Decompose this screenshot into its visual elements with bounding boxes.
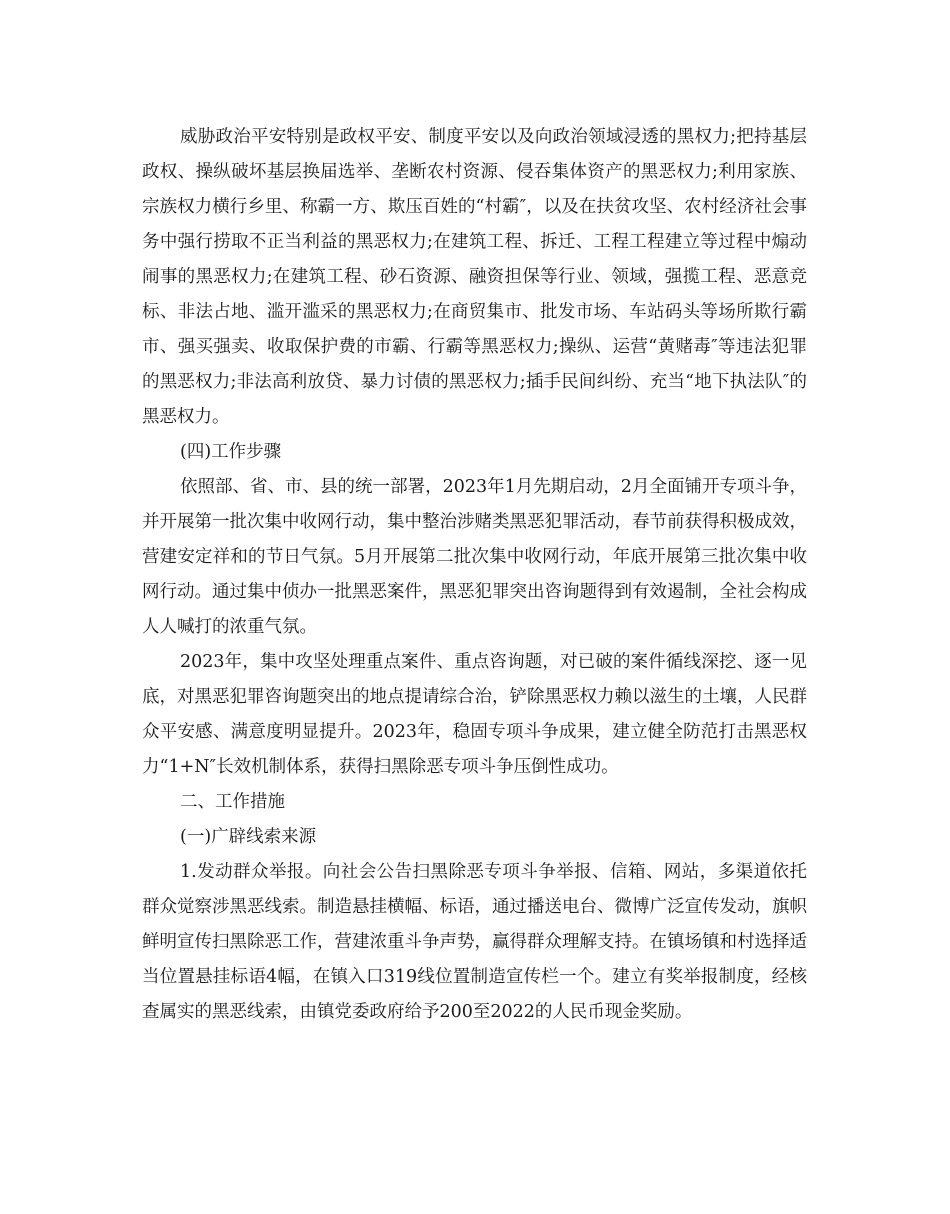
paragraph-deployment: 依照部、省、市、县的统一部署，2023年1月先期启动，2月全面铺开专项斗争，并开展第一批次集中收网行动，集中整治涉赌类黑恶犯罪活动，春节前获得积极成效，营建安定祥和的节日气氛。5月开展第二批次集中收网行动，年底开展第三批次集中收网行动。通过集中侦办一批黑恶案件，黑恶犯罪突出咨询题得到有效遏制，全社会构成人人喊打的浓重气氛。 — [142, 477, 807, 637]
paragraph-2023-goals: 2023年，集中攻坚处理重点案件、重点咨询题，对已破的案件循线深挖、逐一见底，对黑恶犯罪咨询题突出的地点提请综合治，铲除黑恶权力赖以滋生的土壤，人民群众平安感、满意度明显提升。2023年，稳固专项斗争成果，建立健全防范打击黑恶权力“1+N″长效机制体系，获得扫黑除恶专项斗争压倒性成功。 — [142, 652, 807, 777]
subsection-heading-clue-sources: (一)广辟线索来源 — [180, 827, 317, 847]
section-heading-work-steps: (四)工作步骤 — [180, 442, 282, 462]
paragraph-mass-reporting: 1.发动群众举报。向社会公告扫黑除恶专项斗争举报、信箱、网站，多渠道依托群众觉察涉黑恶线索。制造悬挂横幅、标语，通过播送电台、微博广泛宣传发动，旗帜鲜明宣传扫黑除恶工作，营建浓重斗争声势，赢得群众理解支持。在镇场镇和村选择适当位置悬挂标语4幅，在镇入口319线位置制造宣传栏一个。建立有奖举报制度，经核查属实的黑恶线索，由镇党委政府给予200至2022的人民币现金奖励。 — [142, 862, 807, 1022]
section-heading-work-measures: 二、工作措施 — [180, 792, 285, 812]
document-page — [142, 120, 807, 1030]
paragraph-black-forces-list: 威胁政治平安特别是政权平安、制度平安以及向政治领域浸透的黑权力;把持基层政权、操纵破坏基层换届选举、垄断农村资源、侵吞集体资产的黑恶权力;利用家族、宗族权力横行乡里、称霸一方、欺压百姓的“村霸″，以及在扶贫攻坚、农村经济社会事务中强行捞取不正当利益的黑恶权力;在建筑工程、拆迁、工程工程建立等过程中煽动闹事的黑恶权力;在建筑工程、砂石资源、融资担保等行业、领域，强揽工程、恶意竞标、非法占地、滥开滥采的黑恶权力;在商贸集市、批发市场、车站码头等场所欺行霸市、强买强卖、收取保护费的市霸、行霸等黑恶权力;操纵、运营“黄赌毒″等违法犯罪的黑恶权力;非法高利放贷、暴力讨债的黑恶权力;插手民间纠纷、充当“地下执法队″的黑恶权力。 — [142, 127, 807, 427]
